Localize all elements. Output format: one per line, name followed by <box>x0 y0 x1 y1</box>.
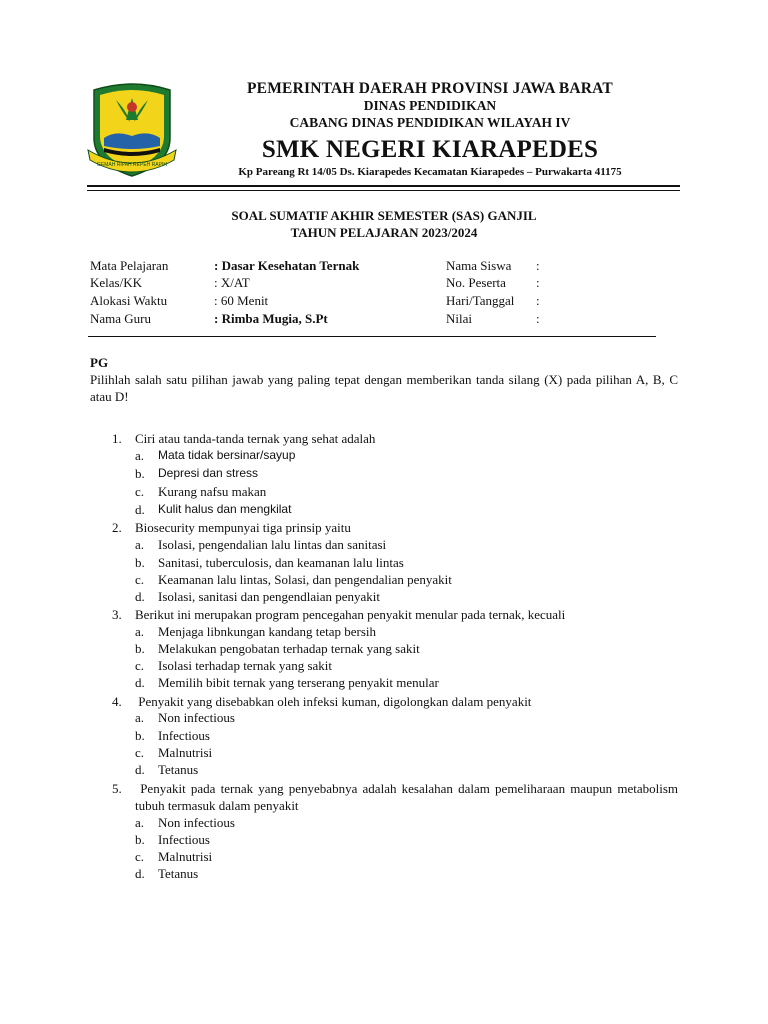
option-letter: a. <box>135 448 145 463</box>
option-letter: b. <box>135 555 145 570</box>
option-letter: c. <box>135 484 145 499</box>
option-letter: b. <box>135 832 145 847</box>
info-label-student-name: Nama Siswa <box>446 258 512 273</box>
option-letter: d. <box>135 502 145 517</box>
info-value-student-name: : <box>536 258 540 273</box>
info-value-subject: : Dasar Kesehatan Ternak <box>214 258 360 273</box>
option-letter: a. <box>135 815 145 830</box>
option-text: Infectious <box>158 728 210 743</box>
option-letter: a. <box>135 537 145 552</box>
section-instruction: Pilihlah salah satu pilihan jawab yang paling tepat dengan memberikan tanda silang (X) pada pilihan A, B, C atau D! <box>90 372 678 404</box>
question-text: Penyakit pada ternak yang penyebabnya adalah kesalahan dalam pemeliharaan maupun metabolism tubuh termasuk dalam penyakit <box>135 781 682 813</box>
option-text: Depresi dan stress <box>158 466 259 480</box>
option-text: Non infectious <box>158 815 235 830</box>
info-label-duration: Alokasi Waktu <box>90 293 168 308</box>
option-letter: d. <box>135 589 145 604</box>
option-text: Malnutrisi <box>158 745 213 760</box>
header-branch: CABANG DINAS PENDIDIKAN WILAYAH IV <box>289 115 571 130</box>
option-letter: c. <box>135 745 145 760</box>
info-label-date: Hari/Tanggal <box>446 293 515 308</box>
option-letter: a. <box>135 710 145 725</box>
school-address: Kp Pareang Rt 14/05 Ds. Kiarapedes Kecamatan Kiarapedes – Purwakarta 41175 <box>238 166 622 178</box>
question-text: Ciri atau tanda-tanda ternak yang sehat adalah <box>135 431 376 446</box>
option-text: Malnutrisi <box>158 849 213 864</box>
option-text: Melakukan pengobatan terhadap ternak yang sakit <box>158 641 420 656</box>
question-number: 5. <box>112 781 122 796</box>
option-text: Menjaga libnkungan kandang tetap bersih <box>158 624 377 639</box>
option-letter: b. <box>135 466 145 481</box>
option-text: Isolasi, sanitasi dan pengendlaian penyakit <box>158 589 381 604</box>
option-text: Kurang nafsu makan <box>158 484 267 499</box>
info-value-participant-no: : <box>536 275 540 290</box>
logo-motto: GEMAH RIPAH REPEH RAPIH <box>97 162 167 168</box>
option-text: Keamanan lalu lintas, Solasi, dan pengendalian penyakit <box>158 572 452 587</box>
option-text: Sanitasi, tuberculosis, dan keamanan lalu lintas <box>158 555 404 570</box>
question-number: 3. <box>112 607 122 622</box>
option-text: Infectious <box>158 832 210 847</box>
question-number: 2. <box>112 520 122 535</box>
option-text: Non infectious <box>158 710 235 725</box>
question-text: Biosecurity mempunyai tiga prinsip yaitu <box>135 520 351 535</box>
exam-title: SOAL SUMATIF AKHIR SEMESTER (SAS) GANJIL <box>231 208 537 223</box>
option-letter: d. <box>135 762 145 777</box>
info-label-score: Nilai <box>446 311 472 326</box>
option-text: Mata tidak bersinar/sayup <box>158 448 296 462</box>
option-text: Isolasi terhadap ternak yang sakit <box>158 658 332 673</box>
info-label-subject: Mata Pelajaran <box>90 258 169 273</box>
exam-year: TAHUN PELAJARAN 2023/2024 <box>290 225 478 240</box>
info-value-date: : <box>536 293 540 308</box>
info-value-score: : <box>536 311 540 326</box>
info-value-class: : X/AT <box>214 275 250 290</box>
question-number: 1. <box>112 431 122 446</box>
question-text: Penyakit yang disebabkan oleh infeksi kuman, digolongkan dalam penyakit <box>135 694 532 709</box>
option-text: Isolasi, pengendalian lalu lintas dan sanitasi <box>158 537 387 552</box>
info-label-class: Kelas/KK <box>90 275 142 290</box>
question-text: Berikut ini merupakan program pencegahan penyakit menular pada ternak, kecuali <box>135 607 566 622</box>
header-government: PEMERINTAH DAERAH PROVINSI JAWA BARAT <box>247 80 613 97</box>
info-label-teacher: Nama Guru <box>90 311 152 326</box>
option-letter: b. <box>135 728 145 743</box>
info-value-duration: : 60 Menit <box>214 293 269 308</box>
info-label-participant-no: No. Peserta <box>446 275 506 290</box>
option-letter: c. <box>135 572 145 587</box>
option-letter: c. <box>135 849 145 864</box>
option-letter: d. <box>135 675 145 690</box>
option-text: Tetanus <box>158 866 199 881</box>
option-letter: d. <box>135 866 145 881</box>
option-letter: a. <box>135 624 145 639</box>
header-department: DINAS PENDIDIKAN <box>363 98 497 113</box>
question-number: 4. <box>112 694 122 709</box>
section-label: PG <box>90 355 109 370</box>
school-name: SMK NEGERI KIARAPEDES <box>261 136 599 163</box>
option-text: Tetanus <box>158 762 199 777</box>
option-letter: b. <box>135 641 145 656</box>
option-letter: c. <box>135 658 145 673</box>
option-text: Memilih bibit ternak yang terserang penyakit menular <box>158 675 439 690</box>
option-text: Kulit halus dan mengkilat <box>158 502 292 516</box>
info-value-teacher: : Rimba Mugia, S.Pt <box>214 311 328 326</box>
